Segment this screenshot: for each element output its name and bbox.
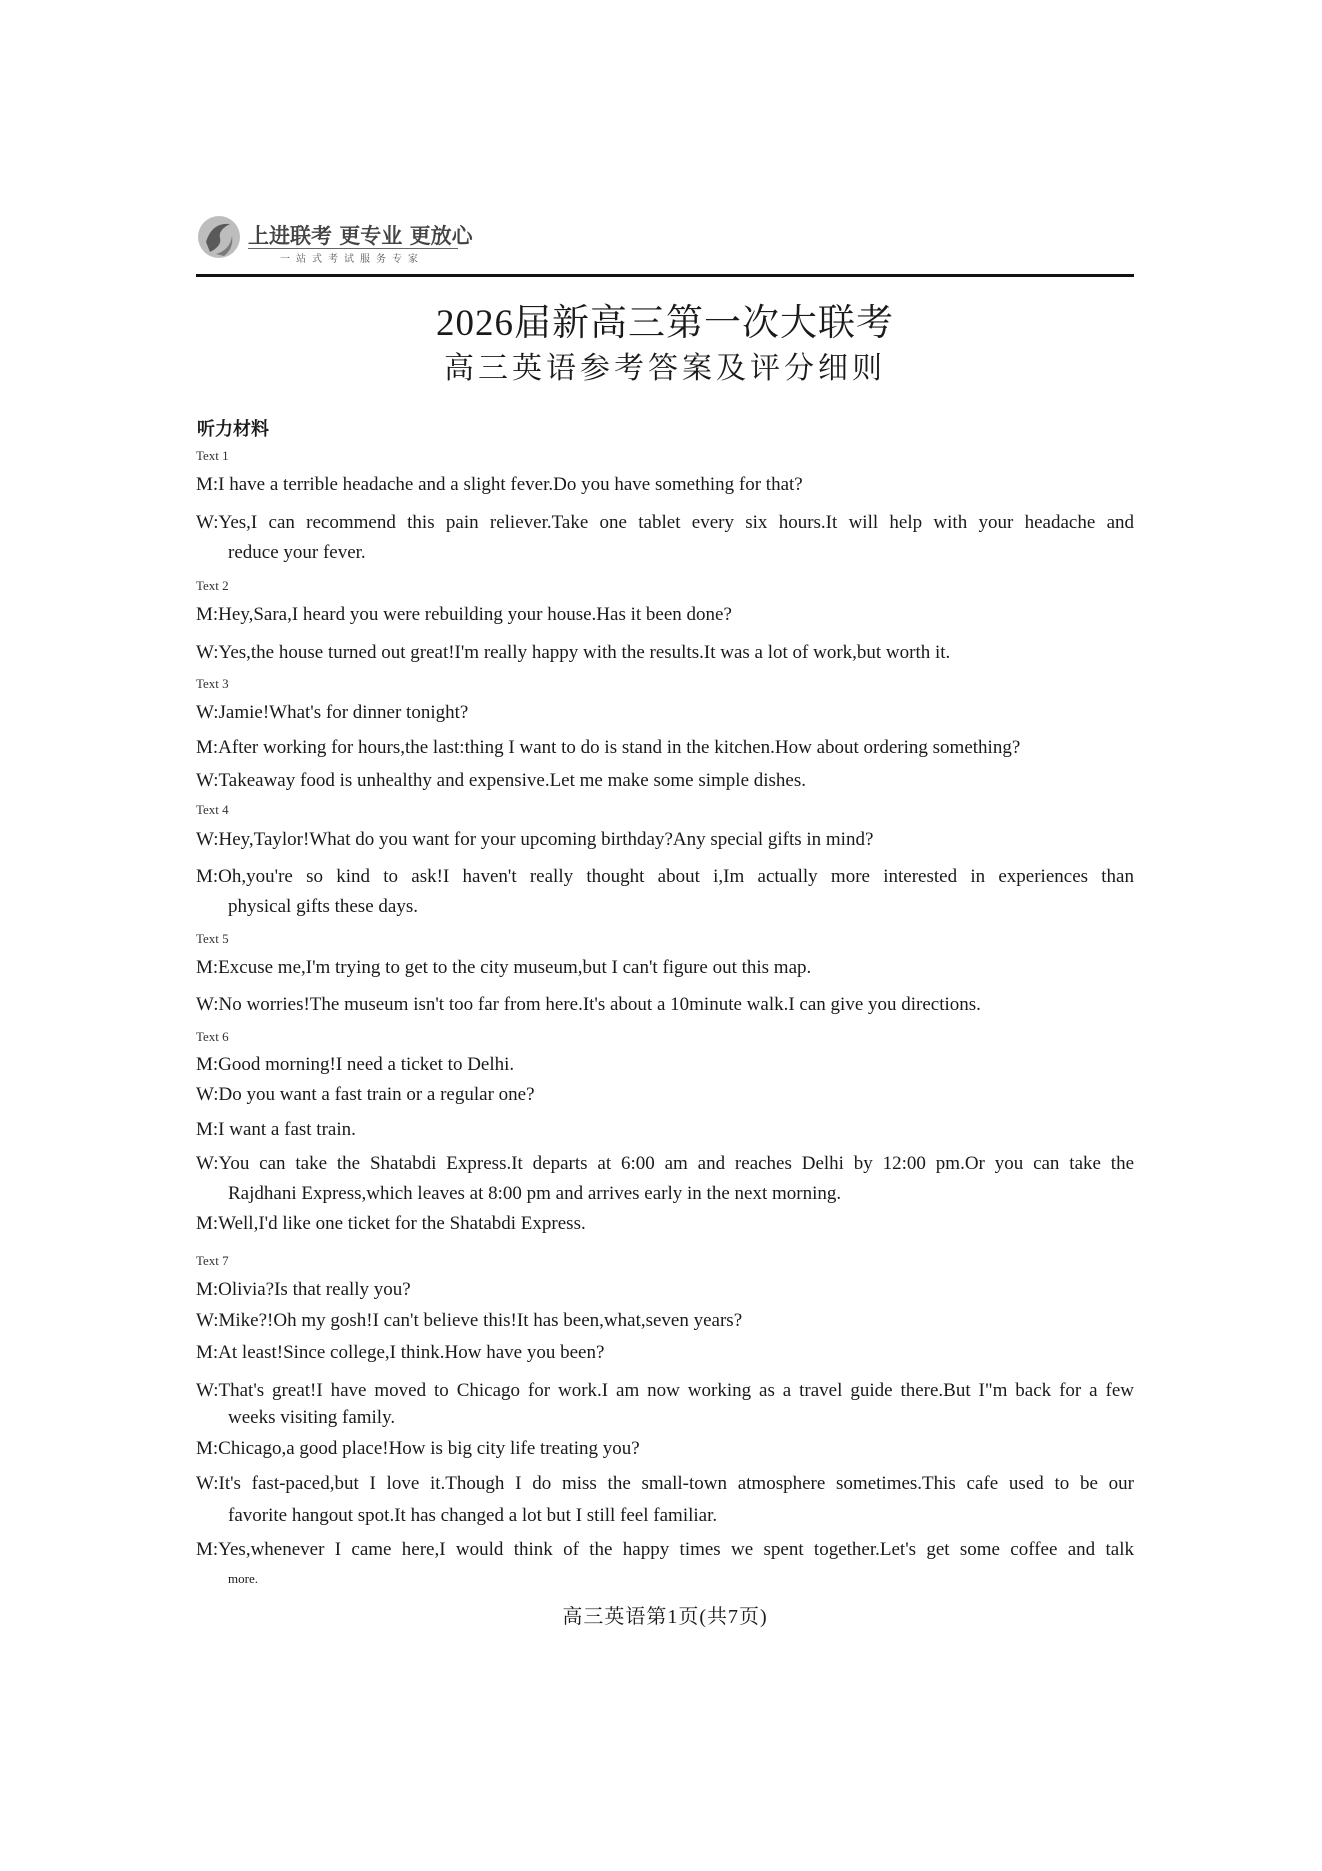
dialogue-line: M:Olivia?Is that really you?	[196, 1279, 411, 1300]
text-label: Text 4	[196, 802, 229, 817]
logo-subtitle: 一站式考试服务专家	[280, 254, 424, 265]
dialogue-line: W:No worries!The museum isn't too far from here.It's about a 10minute walk.I can give you directions.	[196, 994, 981, 1015]
dialogue-line: W:You can take the Shatabdi Express.It departs at 6:00 am and reaches Delhi by 12:00 pm.Or you can take the	[196, 1153, 1134, 1174]
page-footer: 高三英语第1页(共7页)	[562, 1606, 768, 1628]
page-header	[196, 212, 1134, 277]
dialogue-line: W:Hey,Taylor!What do you want for your upcoming birthday?Any special gifts in mind?	[196, 829, 874, 850]
dialogue-line: M:Oh,you're so kind to ask!I haven't really thought about i,Im actually more interested in experiences than	[196, 866, 1134, 887]
dialogue-line: M:Excuse me,I'm trying to get to the city museum,but I can't figure out this map.	[196, 957, 812, 978]
dialogue-line: M:I want a fast train.	[196, 1119, 356, 1140]
text-label: Text 5	[196, 931, 229, 946]
dialogue-line: W:It's fast-paced,but I love it.Though I do miss the small-town atmosphere sometimes.This cafe used to be our	[196, 1473, 1134, 1494]
dialogue-line: M:At least!Since college,I think.How have you been?	[196, 1342, 605, 1363]
document-subtitle: 高三英语参考答案及评分细则	[444, 352, 886, 385]
dialogue-line: W:Do you want a fast train or a regular one?	[196, 1084, 535, 1105]
text-label: Text 7	[196, 1253, 229, 1268]
dialogue-line: W:Yes,the house turned out great!I'm really happy with the results.It was a lot of work,but worth it.	[196, 642, 951, 663]
dialogue-line: W:That's great!I have moved to Chicago for work.I am now working as a travel guide there.But I"m back for a few	[196, 1380, 1134, 1401]
dialogue-line-cont: favorite hangout spot.It has changed a lot but I still feel familiar.	[228, 1505, 718, 1526]
dialogue-line: W:Takeaway food is unhealthy and expensive.Let me make some simple dishes.	[196, 770, 807, 791]
dialogue-line: M:Hey,Sara,I heard you were rebuilding your house.Has it been done?	[196, 604, 732, 625]
logo-icon	[196, 212, 242, 262]
dialogue-line-cont: physical gifts these days.	[228, 896, 418, 917]
dialogue-line: M:Well,I'd like one ticket for the Shatabdi Express.	[196, 1213, 586, 1234]
text-label: Text 1	[196, 448, 229, 463]
section-title: 听力材料	[197, 419, 269, 440]
logo-divider	[248, 248, 458, 249]
text-label: Text 3	[196, 676, 229, 691]
document-title: 2026届新高三第一次大联考	[436, 303, 894, 344]
dialogue-line: W:Yes,I can recommend this pain reliever.Take one tablet every six hours.It will help with your headache and	[196, 512, 1134, 533]
dialogue-line: W:Jamie!What's for dinner tonight?	[196, 702, 469, 723]
dialogue-line: M:Yes,whenever I came here,I would think of the happy times we spent together.Let's get some coffee and talk	[196, 1539, 1134, 1560]
text-label: Text 6	[196, 1029, 229, 1044]
dialogue-line: M:I have a terrible headache and a slight fever.Do you have something for that?	[196, 474, 803, 495]
logo-slogan: 上进联考 更专业 更放心	[248, 224, 473, 248]
dialogue-line-cont: Rajdhani Express,which leaves at 8:00 pm and arrives early in the next morning.	[228, 1183, 842, 1204]
text-label: Text 2	[196, 578, 229, 593]
dialogue-line: W:Mike?!Oh my gosh!I can't believe this!It has been,what,seven years?	[196, 1310, 743, 1331]
dialogue-line-cont: weeks visiting family.	[228, 1407, 396, 1428]
dialogue-line-cont: reduce your fever.	[228, 542, 366, 563]
dialogue-line: M:Chicago,a good place!How is big city life treating you?	[196, 1438, 640, 1459]
dialogue-line: M:After working for hours,the last:thing I want to do is stand in the kitchen.How about ordering something?	[196, 737, 1021, 758]
dialogue-line-cont: more.	[228, 1571, 258, 1586]
dialogue-line: M:Good morning!I need a ticket to Delhi.	[196, 1054, 515, 1075]
